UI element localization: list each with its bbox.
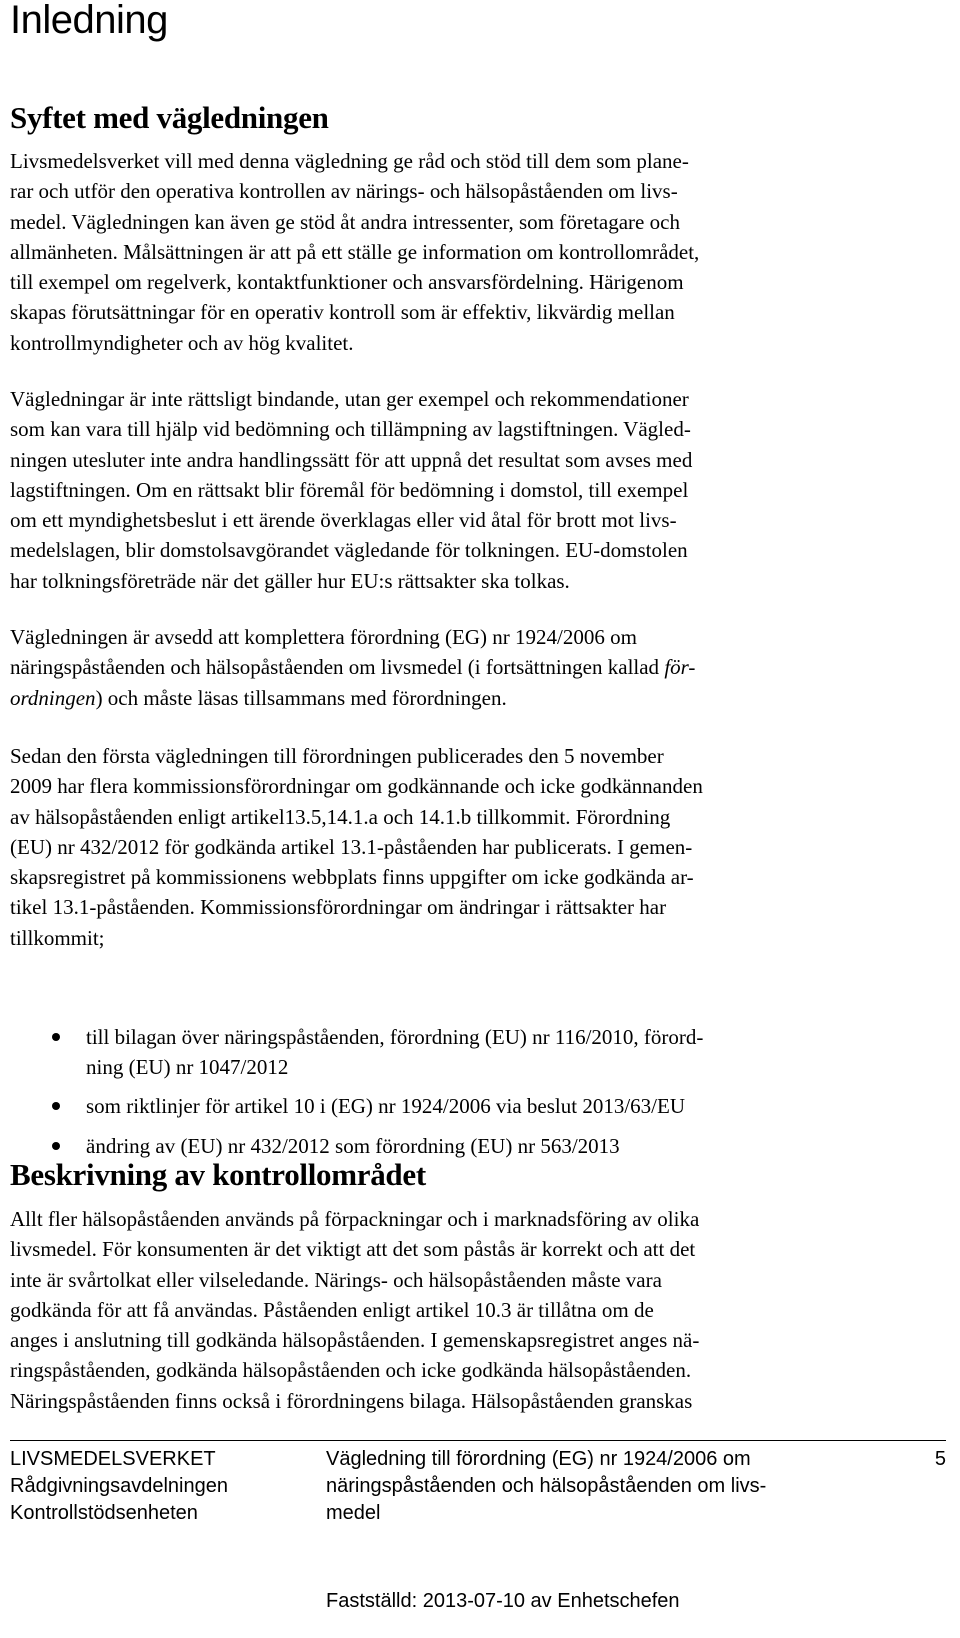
text-line: Allt fler hälsopåståenden används på förpackningar och i marknadsföring av olika (10, 1207, 700, 1231)
text-line: som riktlinjer för artikel 10 i (EG) nr 1924/2006 via beslut 2013/63/EU (86, 1093, 685, 1118)
footer-organization (10, 1446, 228, 1527)
bullet-icon (52, 1142, 60, 1150)
text-line: Livsmedelsverket vill med denna vägledning ge råd och stöd till dem som plane- (10, 149, 689, 173)
text-line: anges i anslutning till godkända hälsopåståenden. I gemenskapsregistret anges nä- (10, 1328, 700, 1353)
footer-established: Fastställd: 2013-07-10 av Enhetschefen (326, 1590, 680, 1612)
bullet-icon (52, 1033, 60, 1041)
text-line: ning (EU) nr 1047/2012 (86, 1055, 289, 1080)
italic-term: ordningen (10, 685, 96, 710)
section-heading-syfte: Syftet med vägledningen (10, 100, 329, 135)
text-line: Sedan den första vägledningen till förordningen publicerades den 5 november (10, 744, 664, 768)
text-line: allmänheten. Målsättningen är att på ett ställe ge information om kontrollområdet, (10, 239, 700, 264)
footer-line: LIVSMEDELSVERKET (10, 1448, 216, 1470)
footer-line: Kontrollstödsenheten (10, 1502, 198, 1524)
text-line: godkända för att få användas. Påståenden enligt artikel 10.3 är tillåtna om de (10, 1297, 654, 1322)
text-line (10, 652, 695, 682)
bullet-icon (52, 1102, 60, 1110)
text-line: (EU) nr 432/2012 för godkända artikel 13.1-påståenden har publicerats. I gemen- (10, 834, 693, 859)
text-line: livsmedel. För konsumenten är det viktigt att det som påstås är korrekt och att det (10, 1237, 696, 1262)
list-item (0, 1091, 703, 1121)
text-line: medel. Vägledningen kan även ge stöd åt andra intressenter, som företagare och (10, 209, 680, 234)
text-line: medelslagen, blir domstolsavgörandet vägledande för tolkningen. EU-domstolen (10, 538, 688, 563)
text-line: rar och utför den operativa kontrollen av närings- och hälsopåståenden om livs- (10, 179, 678, 204)
text-line: av hälsopåståenden enligt artikel13.5,14.1.a och 14.1.b tillkommit. Förordning (10, 804, 671, 829)
text-line: lagstiftningen. Om en rättsakt blir föremål för bedömning i domstol, till exempel (10, 477, 689, 502)
text-line: 2009 har flera kommissionsförordningar om godkännande och icke godkännanden (10, 774, 703, 799)
paragraph-purpose (10, 146, 699, 358)
text-line: ningen utesluter inte andra handlingssätt för att uppnå det resultat som avses med (10, 447, 693, 472)
footer-line: medel (326, 1502, 381, 1524)
text-line: inte är svårtolkat eller vilseledande. Närings- och hälsopåståenden måste vara (10, 1267, 662, 1292)
bullet-list (0, 1022, 703, 1161)
footer-line: Rådgivningsavdelningen (10, 1475, 228, 1497)
text-line: Vägledningar är inte rättsligt bindande, utan ger exempel och rekommendationer (10, 387, 689, 411)
text-line: tikel 13.1-påståenden. Kommissionsförordningar om ändringar i rättsakter har (10, 895, 667, 920)
text-line: ringspåståenden, godkända hälsopåståenden och icke godkända hälsopåståenden. (10, 1358, 692, 1383)
text-line: ändring av (EU) nr 432/2012 som förordning (EU) nr 563/2013 (86, 1133, 620, 1158)
footer-line: näringspåståenden och hälsopåståenden om livs- (326, 1475, 767, 1497)
paragraph-not-binding (10, 384, 692, 596)
text-line: skapas förutsättningar för en operativ kontroll som är effektiv, likvärdig mellan (10, 300, 675, 325)
page-number: 5 (934, 1448, 946, 1470)
footer-line: Vägledning till förordning (EG) nr 1924/2006 om (326, 1448, 751, 1470)
section-heading-beskrivning: Beskrivning av kontrollområdet (10, 1157, 426, 1192)
text-line: Vägledningen är avsedd att komplettera förordning (EG) nr 1924/2006 om (10, 625, 637, 649)
text-line: om ett myndighetsbeslut i ett ärende överklagas eller vid åtal för brott mot livs- (10, 508, 677, 533)
footer-document-title (326, 1446, 766, 1527)
text-line (10, 683, 695, 713)
page-title: Inledning (10, 0, 168, 42)
text-line: till exempel om regelverk, kontaktfunktioner och ansvarsfördelning. Härigenom (10, 270, 684, 295)
text-line: kontrollmyndigheter och av hög kvalitet. (10, 330, 354, 355)
text-line: skapsregistret på kommissionens webbplats finns uppgifter om icke godkända ar- (10, 865, 694, 890)
text-line: till bilagan över näringspåståenden, förordning (EU) nr 116/2010, förord- (86, 1025, 704, 1049)
paragraph-complement (10, 622, 695, 713)
text-span: näringspåståenden och hälsopåståenden om livsmedel (i fortsättningen kallad (10, 655, 665, 680)
paragraph-history (10, 741, 703, 953)
text-line: Näringspåståenden finns också i förordningens bilaga. Hälsopåståenden granskas (10, 1388, 693, 1413)
text-line: som kan vara till hjälp vid bedömning och tillämpning av lagstiftningen. Vägled- (10, 417, 691, 442)
paragraph-description (10, 1204, 699, 1416)
text-line: tillkommit; (10, 925, 105, 950)
text-span: ) och måste läsas tillsammans med förordningen. (95, 685, 507, 710)
footer-divider (10, 1440, 946, 1441)
text-line: har tolkningsföreträde när det gäller hur EU:s rättsakter ska tolkas. (10, 568, 570, 593)
italic-term: för- (664, 655, 696, 680)
list-item (0, 1022, 703, 1083)
